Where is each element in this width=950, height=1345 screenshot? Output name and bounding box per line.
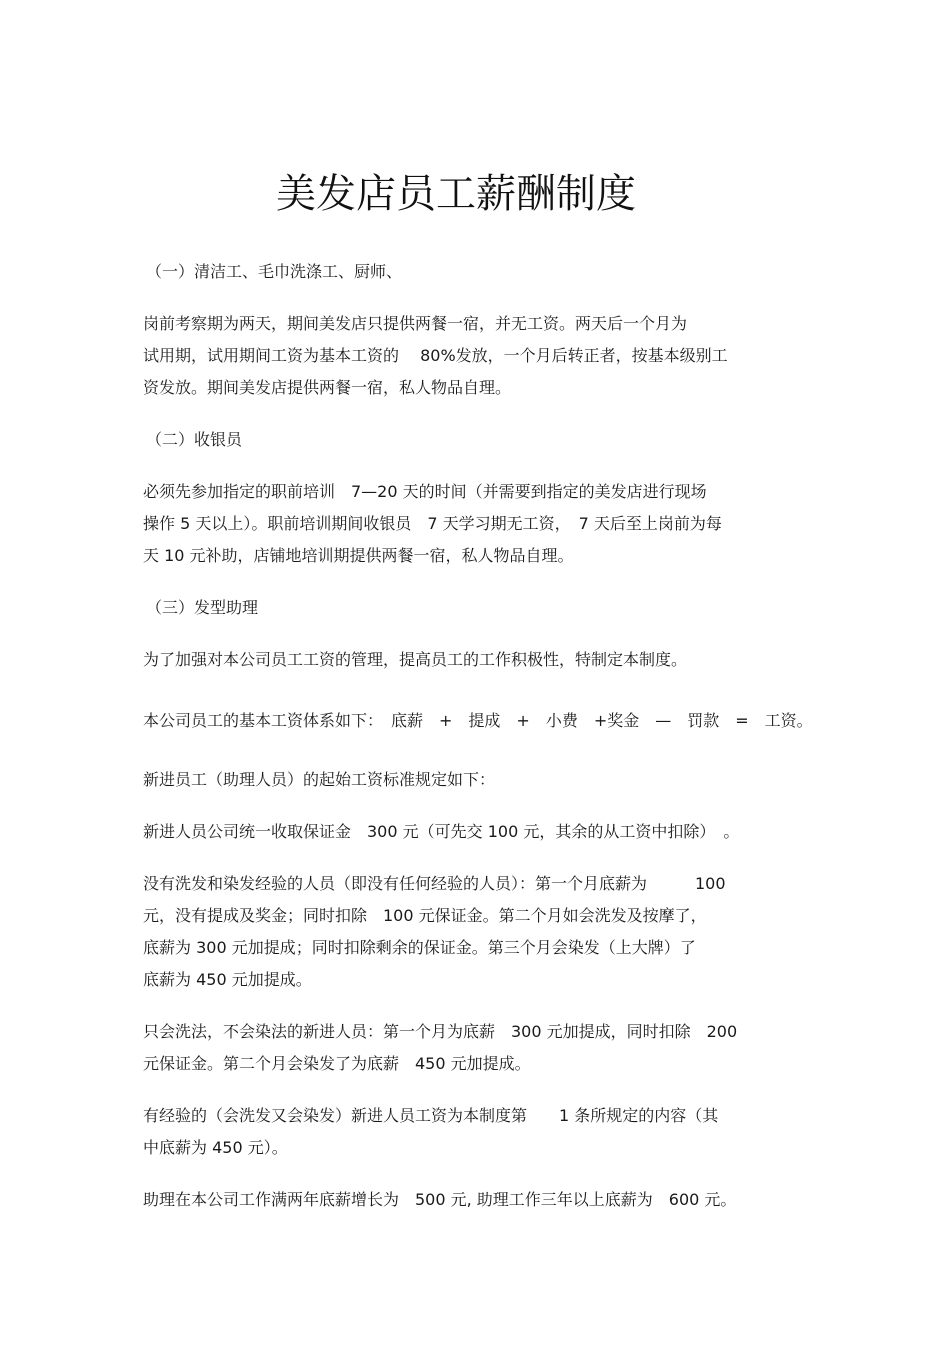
section-heading-3: （三）发型助理 bbox=[146, 598, 259, 617]
paragraph-line: 元，没有提成及奖金；同时扣除 100 元保证金。第二个月如会洗发及按摩了， bbox=[143, 906, 707, 925]
paragraph-line: 有经验的（会洗发又会染发）新进人员工资为本制度第 1 条所规定的内容（其 bbox=[143, 1106, 719, 1125]
paragraph-line: 只会洗法，不会染法的新进人员：第一个月为底薪 300 元加提成，同时扣除 200 bbox=[143, 1022, 738, 1041]
paragraph-line: 岗前考察期为两天，期间美发店只提供两餐一宿，并无工资。两天后一个月为 bbox=[143, 314, 688, 333]
section-heading-1: （一）清洁工、毛巾洗涤工、厨师、 bbox=[146, 262, 403, 281]
paragraph-line: 中底薪为 450 元）。 bbox=[143, 1138, 288, 1157]
paragraph-line: 必须先参加指定的职前培训 7—20 天的时间（并需要到指定的美发店进行现场 bbox=[143, 482, 707, 501]
paragraph-line: 底薪为 300 元加提成；同时扣除剩余的保证金。第三个月会染发（上大牌）了 bbox=[143, 938, 696, 957]
salary-formula-line: 本公司员工的基本工资体系如下： 底薪 + 提成 + 小费 +奖金 — 罚款 = 工资。 bbox=[143, 711, 813, 730]
paragraph-line: 元保证金。第二个月会染发了为底薪 450 元加提成。 bbox=[143, 1054, 531, 1073]
document-title: 美发店员工薪酬制度 bbox=[276, 171, 636, 217]
paragraph-line: 操作 5 天以上）。职前培训期间收银员 7 天学习期无工资， 7 天后至上岗前为每 bbox=[143, 514, 722, 533]
paragraph-line: 天 10 元补助，店铺地培训期提供两餐一宿，私人物品自理。 bbox=[143, 546, 574, 565]
paragraph-line: 为了加强对本公司员工工资的管理，提高员工的工作积极性，特制定本制度。 bbox=[143, 650, 688, 669]
section-heading-2: （二）收银员 bbox=[146, 430, 243, 449]
paragraph-line: 底薪为 450 元加提成。 bbox=[143, 970, 312, 989]
paragraph-line: 新进员工（助理人员）的起始工资标准规定如下： bbox=[143, 770, 496, 789]
paragraph-line: 没有洗发和染发经验的人员（即没有任何经验的人员）：第一个月底薪为 100 bbox=[143, 874, 726, 893]
paragraph-line: 新进人员公司统一收取保证金 300 元（可先交 100 元，其余的从工资中扣除） 。 bbox=[143, 822, 740, 841]
paragraph-line: 试用期，试用期间工资为基本工资的 80%发放，一个月后转正者，按基本级别工 bbox=[143, 346, 728, 365]
paragraph-line: 资发放。期间美发店提供两餐一宿，私人物品自理。 bbox=[143, 378, 512, 397]
paragraph-line: 助理在本公司工作满两年底薪增长为 500 元, 助理工作三年以上底薪为 600 元。 bbox=[143, 1190, 737, 1209]
